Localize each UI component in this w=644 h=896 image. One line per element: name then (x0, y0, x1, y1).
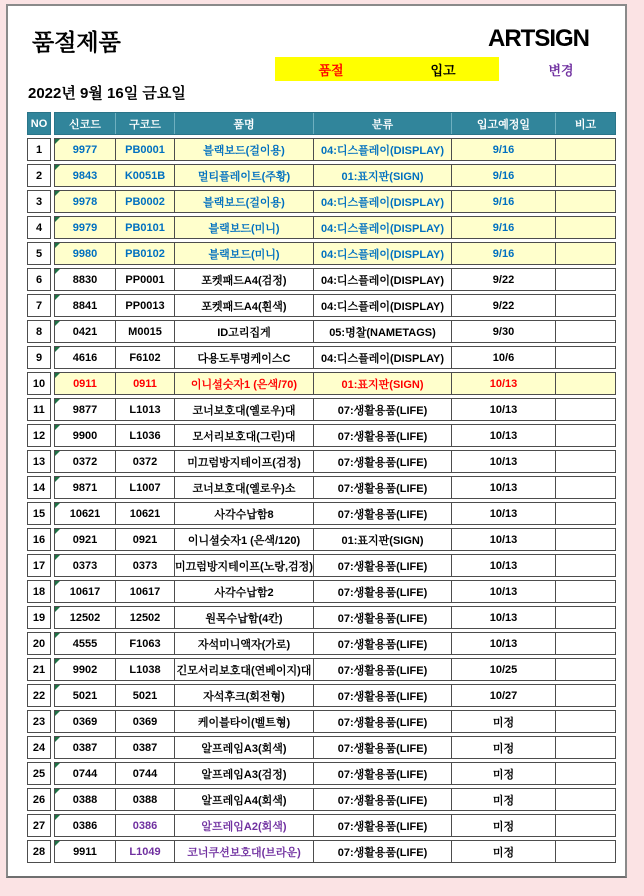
cell-newcode[interactable]: 4555 (55, 633, 115, 654)
cell-newcode[interactable]: 10617 (55, 581, 115, 602)
cell-due[interactable]: 9/16 (451, 243, 555, 264)
cell-name[interactable]: 멀티플레이트(주황) (174, 165, 313, 186)
row-cells (54, 554, 616, 577)
row-cells (54, 164, 616, 187)
cell-name[interactable]: 미끄럼방지테이프(검정) (174, 451, 313, 472)
row-cells (54, 580, 616, 603)
cell-category[interactable]: 07:생활용품(LIFE) (313, 711, 451, 732)
cell-due[interactable]: 10/13 (451, 373, 555, 394)
cell-category[interactable]: 07:생활용품(LIFE) (313, 685, 451, 706)
cell-note[interactable] (555, 659, 615, 680)
cell-flag-icon (55, 451, 60, 456)
cell-row-number[interactable]: 25 (27, 762, 51, 785)
cell-due[interactable]: 10/13 (451, 555, 555, 576)
row-cells (54, 450, 616, 473)
table-row (27, 450, 616, 473)
cell-flag-icon (55, 529, 60, 534)
table-row (27, 424, 616, 447)
cell-note[interactable] (555, 529, 615, 550)
cell-oldcode[interactable]: PB0002 (115, 191, 174, 212)
cell-due[interactable]: 10/13 (451, 607, 555, 628)
cell-name[interactable]: 원목수납함(4칸) (174, 607, 313, 628)
cell-name[interactable]: 자석후크(회전형) (174, 685, 313, 706)
cell-category[interactable]: 07:생활용품(LIFE) (313, 477, 451, 498)
table-row (27, 268, 616, 291)
cell-note[interactable] (555, 295, 615, 316)
row-cells (54, 762, 616, 785)
row-cells (54, 684, 616, 707)
cell-note[interactable] (555, 139, 615, 160)
row-cells (54, 242, 616, 265)
cell-newcode[interactable]: 8830 (55, 269, 115, 290)
cell-category[interactable]: 04:디스플레이(DISPLAY) (313, 295, 451, 316)
cell-category[interactable]: 07:생활용품(LIFE) (313, 659, 451, 680)
cell-row-number[interactable]: 10 (27, 372, 51, 395)
cell-due[interactable]: 9/22 (451, 269, 555, 290)
cell-due[interactable]: 미정 (451, 711, 555, 732)
cell-note[interactable] (555, 685, 615, 706)
row-cells (54, 710, 616, 733)
cell-name[interactable]: 알프레임A3(검정) (174, 763, 313, 784)
cell-note[interactable] (555, 217, 615, 238)
cell-flag-icon (55, 841, 60, 846)
cell-flag-icon (55, 191, 60, 196)
cell-newcode[interactable]: 12502 (55, 607, 115, 628)
cell-row-number[interactable]: 28 (27, 840, 51, 863)
cell-due[interactable]: 10/25 (451, 659, 555, 680)
table-row (27, 814, 616, 837)
header-cell-due: 입고예정일 (451, 113, 555, 134)
cell-flag-icon (55, 607, 60, 612)
cell-flag-icon (55, 347, 60, 352)
cell-newcode[interactable]: 9843 (55, 165, 115, 186)
cell-flag-icon (55, 373, 60, 378)
cell-oldcode[interactable]: L1013 (115, 399, 174, 420)
cell-category[interactable]: 07:생활용품(LIFE) (313, 763, 451, 784)
cell-category[interactable]: 07:생활용품(LIFE) (313, 425, 451, 446)
cell-oldcode[interactable]: 10617 (115, 581, 174, 602)
header-rowbox (54, 112, 616, 135)
cell-name[interactable]: 코너쿠션보호대(브라운) (174, 841, 313, 862)
cell-oldcode[interactable]: 10621 (115, 503, 174, 524)
cell-flag-icon (55, 477, 60, 482)
cell-category[interactable]: 04:디스플레이(DISPLAY) (313, 347, 451, 368)
legend-bar (275, 57, 499, 81)
table-row (27, 528, 616, 551)
row-cells (54, 788, 616, 811)
cell-note[interactable] (555, 321, 615, 342)
table-header-row (27, 112, 616, 135)
cell-category[interactable]: 01:표지판(SIGN) (313, 529, 451, 550)
row-cells (54, 476, 616, 499)
cell-name[interactable]: 포켓패드A4(흰색) (174, 295, 313, 316)
table-row (27, 216, 616, 239)
cell-oldcode[interactable]: PP0001 (115, 269, 174, 290)
cell-newcode[interactable]: 9978 (55, 191, 115, 212)
row-cells (54, 424, 616, 447)
cell-newcode[interactable]: 9871 (55, 477, 115, 498)
cell-flag-icon (55, 555, 60, 560)
row-cells (54, 372, 616, 395)
cell-row-number[interactable]: 8 (27, 320, 51, 343)
products-table (27, 112, 616, 866)
table-row (27, 658, 616, 681)
cell-row-number[interactable]: 27 (27, 814, 51, 837)
table-row (27, 684, 616, 707)
table-row (27, 788, 616, 811)
cell-note[interactable] (555, 269, 615, 290)
table-row (27, 840, 616, 863)
table-body (27, 138, 616, 863)
cell-newcode[interactable]: 0372 (55, 451, 115, 472)
cell-oldcode[interactable]: L1049 (115, 841, 174, 862)
cell-newcode[interactable]: 9980 (55, 243, 115, 264)
row-cells (54, 320, 616, 343)
cell-name[interactable]: 이니셜숫자1 (은색/70) (174, 373, 313, 394)
cell-name[interactable]: 알프레임A2(회색) (174, 815, 313, 836)
cell-name[interactable]: 모서리보호대(그린)대 (174, 425, 313, 446)
cell-row-number[interactable]: 16 (27, 528, 51, 551)
cell-due[interactable]: 9/16 (451, 139, 555, 160)
cell-due[interactable]: 10/13 (451, 529, 555, 550)
cell-row-number[interactable]: 2 (27, 164, 51, 187)
cell-category[interactable]: 07:생활용품(LIFE) (313, 815, 451, 836)
cell-row-number[interactable]: 24 (27, 736, 51, 759)
cell-row-number[interactable]: 12 (27, 424, 51, 447)
cell-row-number[interactable]: 11 (27, 398, 51, 421)
cell-flag-icon (55, 737, 60, 742)
cell-note[interactable] (555, 633, 615, 654)
cell-newcode[interactable]: 10621 (55, 503, 115, 524)
cell-newcode[interactable]: 5021 (55, 685, 115, 706)
notice-sheet (6, 4, 627, 878)
header-cell-category: 분류 (313, 113, 451, 134)
cell-due[interactable]: 10/13 (451, 477, 555, 498)
row-cells (54, 190, 616, 213)
cell-category[interactable]: 07:생활용품(LIFE) (313, 503, 451, 524)
cell-category[interactable]: 07:생활용품(LIFE) (313, 789, 451, 810)
row-cells (54, 840, 616, 863)
cell-name[interactable]: 코너보호대(옐로우)대 (174, 399, 313, 420)
header-cell-note: 비고 (555, 113, 615, 134)
cell-row-number[interactable]: 14 (27, 476, 51, 499)
cell-due[interactable]: 미정 (451, 763, 555, 784)
cell-due[interactable]: 미정 (451, 815, 555, 836)
cell-newcode[interactable]: 0388 (55, 789, 115, 810)
row-cells (54, 632, 616, 655)
cell-note[interactable] (555, 243, 615, 264)
cell-name[interactable]: 사각수납함2 (174, 581, 313, 602)
cell-flag-icon (55, 217, 60, 222)
cell-oldcode[interactable]: 0386 (115, 815, 174, 836)
cell-flag-icon (55, 139, 60, 144)
cell-name[interactable]: 블랙보드(걸이용) (174, 191, 313, 212)
cell-category[interactable]: 04:디스플레이(DISPLAY) (313, 217, 451, 238)
cell-oldcode[interactable]: 0921 (115, 529, 174, 550)
cell-note[interactable] (555, 373, 615, 394)
cell-newcode[interactable]: 0911 (55, 373, 115, 394)
legend-incoming[interactable]: 입고 (430, 62, 456, 78)
cell-oldcode[interactable]: 0372 (115, 451, 174, 472)
cell-name[interactable]: 사각수납함8 (174, 503, 313, 524)
table-row (27, 710, 616, 733)
cell-note[interactable] (555, 503, 615, 524)
cell-note[interactable] (555, 555, 615, 576)
cell-row-number[interactable]: 7 (27, 294, 51, 317)
cell-oldcode[interactable]: L1038 (115, 659, 174, 680)
cell-oldcode[interactable]: 0387 (115, 737, 174, 758)
cell-note[interactable] (555, 711, 615, 732)
row-cells (54, 138, 616, 161)
cell-flag-icon (55, 295, 60, 300)
cell-newcode[interactable]: 9877 (55, 399, 115, 420)
cell-due[interactable]: 미정 (451, 789, 555, 810)
cell-flag-icon (55, 503, 60, 508)
cell-name[interactable]: 미끄럼방지테이프(노랑,검정) (174, 555, 313, 576)
cell-row-number[interactable]: 23 (27, 710, 51, 733)
row-cells (54, 268, 616, 291)
cell-category[interactable]: 04:디스플레이(DISPLAY) (313, 243, 451, 264)
cell-newcode[interactable]: 0421 (55, 321, 115, 342)
cell-newcode[interactable]: 0386 (55, 815, 115, 836)
cell-row-number[interactable]: 4 (27, 216, 51, 239)
cell-flag-icon (55, 763, 60, 768)
cell-oldcode[interactable]: 0373 (115, 555, 174, 576)
cell-oldcode[interactable]: PB0101 (115, 217, 174, 238)
cell-category[interactable]: 04:디스플레이(DISPLAY) (313, 139, 451, 160)
artsign-logo: ARTSIGN (488, 25, 589, 52)
table-row (27, 580, 616, 603)
cell-category[interactable]: 07:생활용품(LIFE) (313, 555, 451, 576)
cell-newcode[interactable]: 0373 (55, 555, 115, 576)
cell-newcode[interactable]: 9977 (55, 139, 115, 160)
cell-flag-icon (55, 815, 60, 820)
cell-category[interactable]: 01:표지판(SIGN) (313, 165, 451, 186)
cell-flag-icon (55, 685, 60, 690)
cell-flag-icon (55, 321, 60, 326)
cell-oldcode[interactable]: PP0013 (115, 295, 174, 316)
cell-newcode[interactable]: 9902 (55, 659, 115, 680)
cell-flag-icon (55, 399, 60, 404)
cell-name[interactable]: 다용도투명케이스C (174, 347, 313, 368)
cell-oldcode[interactable]: 0388 (115, 789, 174, 810)
cell-row-number[interactable]: 20 (27, 632, 51, 655)
cell-row-number[interactable]: 15 (27, 502, 51, 525)
cell-flag-icon (55, 633, 60, 638)
cell-oldcode[interactable]: F6102 (115, 347, 174, 368)
cell-note[interactable] (555, 451, 615, 472)
row-cells (54, 398, 616, 421)
cell-name[interactable]: 블랙보드(미니) (174, 243, 313, 264)
cell-row-number[interactable]: 13 (27, 450, 51, 473)
cell-row-number[interactable]: 5 (27, 242, 51, 265)
cell-category[interactable]: 05:명찰(NAMETAGS) (313, 321, 451, 342)
cell-newcode[interactable]: 4616 (55, 347, 115, 368)
row-cells (54, 814, 616, 837)
cell-name[interactable]: 이니셜숫자1 (은색/120) (174, 529, 313, 550)
cell-oldcode[interactable]: L1036 (115, 425, 174, 446)
cell-oldcode[interactable]: M0015 (115, 321, 174, 342)
row-cells (54, 216, 616, 239)
cell-oldcode[interactable]: PB0102 (115, 243, 174, 264)
cell-flag-icon (55, 165, 60, 170)
cell-category[interactable]: 07:생활용품(LIFE) (313, 607, 451, 628)
cell-note[interactable] (555, 425, 615, 446)
cell-newcode[interactable]: 9979 (55, 217, 115, 238)
cell-due[interactable]: 9/16 (451, 191, 555, 212)
cell-row-number[interactable]: 18 (27, 580, 51, 603)
cell-oldcode[interactable]: 0911 (115, 373, 174, 394)
cell-note[interactable] (555, 191, 615, 212)
cell-category[interactable]: 01:표지판(SIGN) (313, 373, 451, 394)
table-row (27, 164, 616, 187)
cell-row-number[interactable]: 9 (27, 346, 51, 369)
cell-due[interactable]: 9/16 (451, 165, 555, 186)
cell-category[interactable]: 04:디스플레이(DISPLAY) (313, 191, 451, 212)
cell-name[interactable]: 포켓패드A4(검정) (174, 269, 313, 290)
cell-note[interactable] (555, 789, 615, 810)
table-row (27, 138, 616, 161)
cell-due[interactable]: 미정 (451, 737, 555, 758)
cell-due[interactable]: 10/27 (451, 685, 555, 706)
cell-note[interactable] (555, 399, 615, 420)
cell-row-number[interactable]: 3 (27, 190, 51, 213)
cell-row-number[interactable]: 19 (27, 606, 51, 629)
legend-soldout[interactable]: 품절 (318, 62, 344, 78)
cell-due[interactable]: 9/30 (451, 321, 555, 342)
page-title: 품절제품 (32, 29, 121, 55)
table-row (27, 762, 616, 785)
cell-newcode[interactable]: 0744 (55, 763, 115, 784)
cell-name[interactable]: ID고리집게 (174, 321, 313, 342)
cell-due[interactable]: 10/6 (451, 347, 555, 368)
row-cells (54, 736, 616, 759)
cell-oldcode[interactable]: 0744 (115, 763, 174, 784)
cell-row-number[interactable]: 1 (27, 138, 51, 161)
cell-note[interactable] (555, 347, 615, 368)
cell-row-number[interactable]: 17 (27, 554, 51, 577)
cell-note[interactable] (555, 737, 615, 758)
cell-note[interactable] (555, 841, 615, 862)
legend-changed[interactable]: 변경 (548, 62, 574, 78)
cell-note[interactable] (555, 477, 615, 498)
table-row (27, 346, 616, 369)
cell-note[interactable] (555, 763, 615, 784)
table-row (27, 554, 616, 577)
table-row (27, 632, 616, 655)
header-cell-no: NO (27, 112, 51, 135)
date-label: 2022년 9월 16일 금요일 (28, 85, 186, 102)
cell-oldcode[interactable]: K0051B (115, 165, 174, 186)
cell-name[interactable]: 블랙보드(미니) (174, 217, 313, 238)
row-cells (54, 528, 616, 551)
row-cells (54, 658, 616, 681)
cell-due[interactable]: 10/13 (451, 503, 555, 524)
table-row (27, 398, 616, 421)
header-cell-newcode: 신코드 (69, 118, 101, 131)
table-row (27, 372, 616, 395)
cell-newcode[interactable]: 0369 (55, 711, 115, 732)
cell-flag-icon (55, 659, 60, 664)
cell-category[interactable]: 07:생활용품(LIFE) (313, 451, 451, 472)
table-row (27, 476, 616, 499)
cell-flag-icon (55, 789, 60, 794)
table-row (27, 242, 616, 265)
cell-name[interactable]: 긴모서리보호대(연베이지)대 (174, 659, 313, 680)
row-cells (54, 502, 616, 525)
cell-newcode[interactable]: 9900 (55, 425, 115, 446)
cell-flag-icon (55, 711, 60, 716)
cell-flag-icon (55, 581, 60, 586)
cell-name[interactable]: 케이블타이(벨트형) (174, 711, 313, 732)
cell-note[interactable] (555, 607, 615, 628)
cell-name[interactable]: 코너보호대(옐로우)소 (174, 477, 313, 498)
cell-note[interactable] (555, 815, 615, 836)
table-row (27, 606, 616, 629)
cell-row-number[interactable]: 22 (27, 684, 51, 707)
cell-due[interactable]: 10/13 (451, 633, 555, 654)
cell-flag-icon (55, 243, 60, 248)
cell-name[interactable]: 자석미니액자(가로) (174, 633, 313, 654)
cell-newcode[interactable]: 8841 (55, 295, 115, 316)
cell-row-number[interactable]: 26 (27, 788, 51, 811)
header-cell-oldcode: 구코드 (115, 113, 174, 134)
cell-name[interactable]: 알프레임A4(회색) (174, 789, 313, 810)
cell-row-number[interactable]: 6 (27, 268, 51, 291)
cell-oldcode[interactable]: 5021 (115, 685, 174, 706)
cell-oldcode[interactable]: L1007 (115, 477, 174, 498)
cell-due[interactable]: 10/13 (451, 399, 555, 420)
cell-oldcode[interactable]: F1063 (115, 633, 174, 654)
cell-note[interactable] (555, 165, 615, 186)
cell-oldcode[interactable]: 0369 (115, 711, 174, 732)
cell-category[interactable]: 07:생활용품(LIFE) (313, 581, 451, 602)
cell-note[interactable] (555, 581, 615, 602)
cell-category[interactable]: 07:생활용품(LIFE) (313, 737, 451, 758)
cell-due[interactable]: 10/13 (451, 581, 555, 602)
cell-due[interactable]: 9/16 (451, 217, 555, 238)
table-row (27, 736, 616, 759)
table-row (27, 502, 616, 525)
cell-due[interactable]: 9/22 (451, 295, 555, 316)
cell-due[interactable]: 10/13 (451, 451, 555, 472)
cell-oldcode[interactable]: PB0001 (115, 139, 174, 160)
cell-flag-icon (55, 269, 60, 274)
cell-flag-icon (55, 425, 60, 430)
cell-newcode[interactable]: 0387 (55, 737, 115, 758)
cell-due[interactable]: 미정 (451, 841, 555, 862)
cell-name[interactable]: 블랙보드(걸이용) (174, 139, 313, 160)
row-cells (54, 346, 616, 369)
cell-newcode[interactable]: 0921 (55, 529, 115, 550)
table-row (27, 190, 616, 213)
cell-due[interactable]: 10/13 (451, 425, 555, 446)
cell-category[interactable]: 07:생활용품(LIFE) (313, 399, 451, 420)
table-row (27, 294, 616, 317)
cell-category[interactable]: 07:생활용품(LIFE) (313, 633, 451, 654)
header-cell-name: 품명 (174, 113, 313, 134)
cell-oldcode[interactable]: 12502 (115, 607, 174, 628)
row-cells (54, 294, 616, 317)
cell-name[interactable]: 알프레임A3(회색) (174, 737, 313, 758)
cell-newcode[interactable]: 9911 (55, 841, 115, 862)
table-row (27, 320, 616, 343)
cell-row-number[interactable]: 21 (27, 658, 51, 681)
cell-category[interactable]: 04:디스플레이(DISPLAY) (313, 269, 451, 290)
cell-category[interactable]: 07:생활용품(LIFE) (313, 841, 451, 862)
row-cells (54, 606, 616, 629)
